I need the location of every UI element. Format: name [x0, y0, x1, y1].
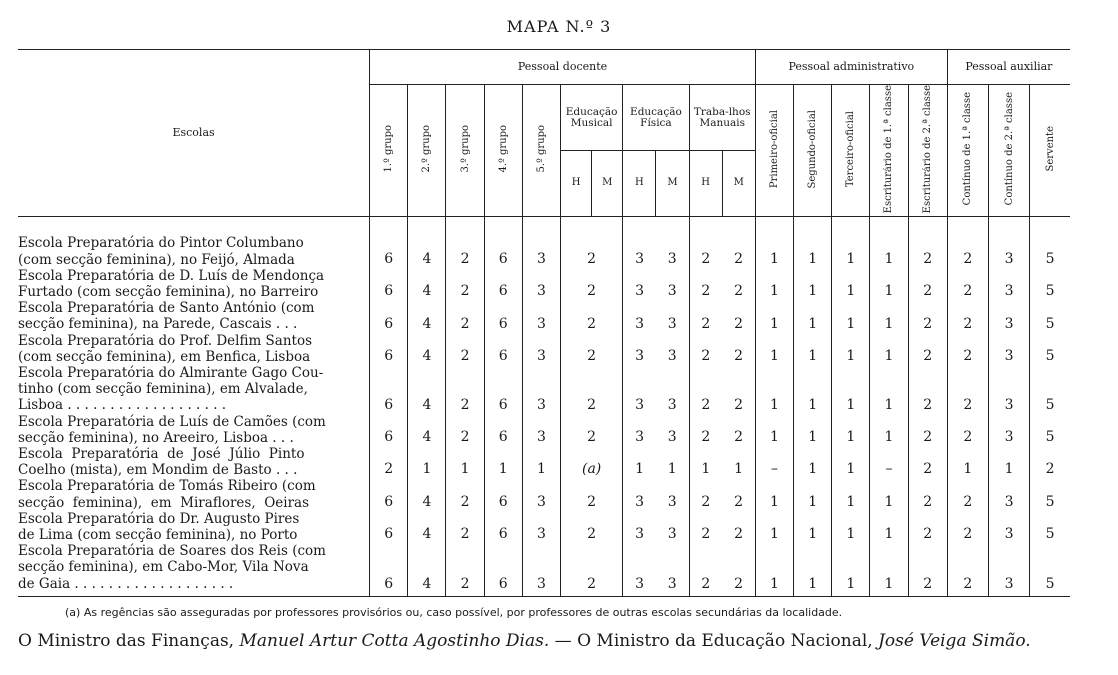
table-cell: 3: [522, 543, 560, 596]
table-cell: 6: [484, 414, 522, 446]
table-cell: 1: [755, 511, 793, 543]
school-name-line: secção feminina), em Cabo-Mor, Vila Nova: [18, 559, 309, 576]
table-cell: 3: [635, 428, 645, 445]
table-row: [18, 300, 1070, 332]
school-name: [18, 478, 370, 510]
table-cell: 3: [988, 300, 1029, 332]
table-cell: 2: [947, 543, 988, 596]
table-cell: 4: [408, 268, 446, 300]
table-cell: 4: [408, 543, 446, 596]
table-cell: 6: [484, 333, 522, 365]
table-cell: 2: [370, 446, 408, 478]
school-name-line: secção feminina), no Areeiro, Lisboa . . .: [18, 429, 294, 446]
table-cell: 2: [722, 414, 755, 446]
table-cell: 3: [988, 333, 1029, 365]
table-cell: 1: [870, 217, 908, 268]
table-cell: 1: [755, 217, 793, 268]
grupo-3-header: 3.º grupo: [446, 85, 484, 217]
table-cell: 3: [988, 478, 1029, 510]
table-cell: 1: [755, 543, 793, 596]
table-cell: (a): [561, 446, 623, 478]
table-cell: 2: [722, 511, 755, 543]
staffing-table: [18, 49, 1070, 597]
continuo-1-header: Contínuo de 1.ª classe: [947, 85, 988, 217]
table-cell: 1: [794, 268, 832, 300]
table-cell: 4: [408, 478, 446, 510]
table-row: [18, 543, 1070, 596]
table-cell: 5: [1030, 543, 1070, 596]
table-cell: 2: [947, 478, 988, 510]
signature-line: [18, 630, 1078, 652]
table-cell: 1: [635, 461, 645, 478]
table-cell: –: [755, 446, 793, 478]
school-name: [18, 268, 370, 300]
musical-m-header: M: [592, 151, 623, 217]
table-cell: 3: [623, 543, 656, 596]
table-cell: 2: [947, 414, 988, 446]
pessoal-auxiliar-header: Pessoal auxiliar: [947, 50, 1070, 85]
servente-header: Servente: [1030, 85, 1070, 217]
table-cell: 2: [722, 365, 755, 414]
table-cell: 6: [484, 543, 522, 596]
signature-name-2: José Veiga Simão.: [878, 631, 1031, 651]
continuo-2-header: Contínuo de 2.ª classe: [988, 85, 1029, 217]
table-cell: 1: [870, 365, 908, 414]
school-name: [18, 414, 370, 446]
table-cell: 1: [794, 365, 832, 414]
table-cell: 3: [656, 333, 689, 365]
table-cell: 1: [870, 478, 908, 510]
table-cell: 2: [561, 333, 623, 365]
table-cell: 3: [635, 283, 645, 300]
table-cell: 6: [370, 478, 408, 510]
table-cell: 3: [635, 396, 645, 413]
escolas-header: Escolas: [18, 50, 370, 217]
school-name-line: secção feminina), na Parede, Cascais . . .: [18, 316, 298, 333]
table-cell: 1: [870, 300, 908, 332]
table-cell: 3: [988, 365, 1029, 414]
table-cell: 1: [484, 446, 522, 478]
table-cell: 6: [370, 511, 408, 543]
school-name-line: tinho (com secção feminina), em Alvalade,: [18, 381, 308, 398]
table-cell: 4: [408, 333, 446, 365]
table-cell: 5: [1045, 347, 1055, 364]
table-cell: 2: [446, 543, 484, 596]
table-cell: 1: [755, 300, 793, 332]
table-row: [18, 511, 1070, 543]
table-cell: 2: [561, 217, 623, 268]
footnote: (a) As regências são asseguradas por professores provisórios ou, caso possível, por professores de outras escolas secundárias da localidade.: [65, 606, 843, 619]
table-row: [18, 333, 1070, 365]
table-cell: 1: [832, 217, 870, 268]
table-cell: 3: [522, 478, 560, 510]
signature-prefix-1: O Ministro das Finanças,: [18, 631, 240, 651]
table-cell: 1: [446, 446, 484, 478]
table-cell: –: [870, 446, 908, 478]
table-cell: 2: [908, 446, 947, 478]
table-cell: 1: [988, 446, 1029, 478]
table-cell: 6: [484, 478, 522, 510]
table-cell: 2: [561, 543, 623, 596]
table-cell: 2: [701, 283, 711, 300]
table-cell: 2: [947, 365, 988, 414]
table-cell: 2: [561, 268, 623, 300]
table-cell: 2: [561, 365, 623, 414]
table-row: [18, 268, 1070, 300]
table-cell: 2: [1045, 461, 1055, 478]
table-body: [18, 217, 1070, 596]
table-row: [18, 365, 1070, 414]
table-cell: 3: [656, 511, 689, 543]
table-cell: 2: [561, 478, 623, 510]
table-cell: 1: [832, 300, 870, 332]
table-cell: 1: [794, 511, 832, 543]
table-cell: 1: [832, 268, 870, 300]
manuais-m-header: M: [722, 151, 755, 217]
table-cell: 1: [794, 300, 832, 332]
table-cell: 1: [870, 511, 908, 543]
table-cell: 2: [701, 526, 711, 543]
table-cell: 2: [722, 268, 755, 300]
school-name: [18, 543, 370, 596]
escriturario-1-header: Escriturário de 1.ª classe: [870, 85, 908, 217]
table-cell: 1: [870, 268, 908, 300]
table-row: [18, 414, 1070, 446]
terceiro-oficial-header: Terceiro-oficial: [832, 85, 870, 217]
table-cell: 6: [484, 511, 522, 543]
table-cell: 1: [947, 446, 988, 478]
table-cell: 1: [832, 478, 870, 510]
table-cell: 2: [446, 217, 484, 268]
segundo-oficial-header: Segundo-oficial: [794, 85, 832, 217]
table-cell: 6: [484, 300, 522, 332]
table-cell: 6: [484, 217, 522, 268]
table-cell: 1: [794, 414, 832, 446]
grupo-5-header: 5.º grupo: [522, 85, 560, 217]
grupo-2-header: 2.º grupo: [408, 85, 446, 217]
table-cell: 6: [484, 268, 522, 300]
table-cell: 6: [370, 300, 408, 332]
table-cell: 2: [446, 511, 484, 543]
table-cell: 1: [870, 543, 908, 596]
table-cell: 3: [635, 493, 645, 510]
table-cell: 1: [832, 365, 870, 414]
signature-prefix-2: — O Ministro da Educação Nacional,: [549, 631, 879, 651]
table-cell: 2: [947, 268, 988, 300]
table-cell: 5: [1045, 250, 1055, 267]
table-cell: 4: [408, 414, 446, 446]
table-cell: 1: [832, 414, 870, 446]
educacao-fisica-header: Educação Física: [623, 85, 689, 151]
school-name-line: Escola Preparatória do Pintor Columbano: [18, 235, 304, 252]
table-cell: 2: [722, 333, 755, 365]
table-cell: 3: [656, 414, 689, 446]
table-cell: 3: [635, 250, 645, 267]
school-name-line: Lisboa . . . . . . . . . . . . . . . . . . .: [18, 397, 227, 414]
table-cell: 4: [408, 511, 446, 543]
table-cell: 1: [832, 333, 870, 365]
table-cell: 2: [561, 300, 623, 332]
table-cell: 2: [908, 414, 947, 446]
table-cell: 5: [1045, 315, 1055, 332]
table-cell: 3: [656, 478, 689, 510]
school-name-line: Escola Preparatória do Almirante Gago Cou-: [18, 364, 324, 381]
table-cell: 2: [908, 365, 947, 414]
table-cell: 2: [561, 511, 623, 543]
table-cell: 3: [656, 543, 689, 596]
table-cell: 2: [561, 414, 623, 446]
table-cell: 2: [701, 428, 711, 445]
table-cell: 6: [370, 268, 408, 300]
table-cell: 5: [1045, 428, 1055, 445]
table-cell: 2: [701, 250, 711, 267]
school-name: [18, 300, 370, 332]
table-cell: 1: [656, 446, 689, 478]
table-cell: 5: [1045, 396, 1055, 413]
table-cell: 5: [1045, 526, 1055, 543]
table-cell: 3: [656, 365, 689, 414]
table-cell: 1: [794, 478, 832, 510]
school-name: [18, 217, 370, 268]
table-cell: 5: [1045, 493, 1055, 510]
table-cell: 3: [656, 268, 689, 300]
table-cell: 1: [755, 478, 793, 510]
table-cell: 2: [722, 478, 755, 510]
table-cell: 2: [446, 268, 484, 300]
table-cell: 1: [794, 217, 832, 268]
table-cell: 1: [701, 461, 711, 478]
table-cell: 2: [722, 217, 755, 268]
table-row: [18, 446, 1070, 478]
school-name-line: Furtado (com secção feminina), no Barreiro: [18, 283, 319, 300]
grupo-4-header: 4.º grupo: [484, 85, 522, 217]
table-cell: 1: [794, 543, 832, 596]
table-cell: 1: [870, 414, 908, 446]
table-cell: 2: [908, 543, 947, 596]
table-cell: 2: [908, 478, 947, 510]
table-cell: 3: [635, 526, 645, 543]
table-cell: 1: [755, 333, 793, 365]
table-cell: 3: [988, 543, 1029, 596]
table-cell: 2: [446, 300, 484, 332]
table-row: [18, 478, 1070, 510]
school-name-line: Escola Preparatória de José Júlio Pinto: [18, 445, 305, 462]
table-cell: 3: [656, 300, 689, 332]
table-cell: 1: [870, 333, 908, 365]
table-cell: 3: [988, 414, 1029, 446]
school-name: [18, 511, 370, 543]
table-cell: 2: [908, 333, 947, 365]
school-name-line: secção feminina), em Miraflores, Oeiras: [18, 494, 309, 511]
school-name-line: Escola Preparatória de Tomás Ribeiro (com: [18, 478, 316, 495]
escriturario-2-header: Escriturário de 2.ª classe: [908, 85, 947, 217]
table-cell: 1: [755, 365, 793, 414]
table-cell: 2: [908, 511, 947, 543]
table-cell: 1: [832, 511, 870, 543]
musical-h-header: H: [561, 151, 592, 217]
school-name-line: (com secção feminina), no Feijó, Almada: [18, 251, 295, 268]
table-cell: 3: [656, 217, 689, 268]
pessoal-docente-header: Pessoal docente: [370, 50, 756, 85]
school-name-line: de Lima (com secção feminina), no Porto: [18, 526, 298, 543]
signature-name-1: Manuel Artur Cotta Agostinho Dias.: [239, 631, 550, 651]
fisica-h-header: H: [623, 151, 656, 217]
table-cell: 1: [755, 414, 793, 446]
table-cell: 2: [446, 365, 484, 414]
table-cell: 1: [832, 543, 870, 596]
table-cell: 3: [522, 217, 560, 268]
page-title: MAPA N.º 3: [506, 17, 612, 36]
table-cell: 2: [722, 543, 755, 596]
table-cell: 6: [370, 543, 408, 596]
table-cell: 5: [1045, 283, 1055, 300]
school-name-line: Escola Preparatória do Dr. Augusto Pires: [18, 510, 300, 527]
table-cell: 3: [635, 347, 645, 364]
educacao-musical-header: Educação Musical: [561, 85, 623, 151]
table-cell: 1: [408, 446, 446, 478]
table-cell: 3: [522, 414, 560, 446]
table-cell: 3: [522, 333, 560, 365]
table-cell: 2: [947, 511, 988, 543]
table-cell: 2: [908, 268, 947, 300]
table-cell: 2: [446, 414, 484, 446]
school-name: [18, 365, 370, 414]
table-cell: 1: [522, 446, 560, 478]
table-cell: 3: [522, 511, 560, 543]
table-cell: 6: [370, 217, 408, 268]
table-cell: 3: [635, 315, 645, 332]
grupo-1-header: 1.º grupo: [370, 85, 408, 217]
table-cell: 1: [794, 446, 832, 478]
table-cell: 2: [908, 217, 947, 268]
table-cell: 2: [701, 396, 711, 413]
table-cell: 6: [370, 414, 408, 446]
school-name-line: de Gaia . . . . . . . . . . . . . . . . . . .: [18, 575, 234, 592]
table-cell: 2: [446, 478, 484, 510]
school-name: [18, 446, 370, 478]
table-cell: 3: [988, 217, 1029, 268]
table-cell: 3: [522, 365, 560, 414]
table-cell: 1: [755, 268, 793, 300]
school-name-line: (com secção feminina), em Benfica, Lisboa: [18, 348, 311, 365]
table-cell: 2: [908, 300, 947, 332]
table-cell: 4: [408, 365, 446, 414]
table-cell: 6: [484, 365, 522, 414]
table-cell: 2: [689, 543, 722, 596]
school-name-line: Escola Preparatória de D. Luís de Mendonça: [18, 267, 325, 284]
table-cell: 2: [722, 300, 755, 332]
school-name-line: Escola Preparatória do Prof. Delfim Santos: [18, 332, 313, 349]
table-cell: 3: [522, 268, 560, 300]
table-cell: 1: [832, 446, 870, 478]
table-cell: 2: [947, 300, 988, 332]
table-cell: 6: [370, 365, 408, 414]
table-cell: 2: [701, 493, 711, 510]
table-cell: 2: [947, 217, 988, 268]
trabalhos-manuais-header: Traba-lhos Manuais: [689, 85, 755, 151]
school-name-line: Escola Preparatória de Soares dos Reis (com: [18, 543, 326, 560]
school-name-line: Escola Preparatória de Luís de Camões (com: [18, 413, 326, 430]
primeiro-oficial-header: Primeiro-oficial: [755, 85, 793, 217]
school-name-line: Coelho (mista), em Mondim de Basto . . .: [18, 462, 298, 479]
table-cell: 1: [722, 446, 755, 478]
school-name-line: Escola Preparatória de Santo António (com: [18, 300, 315, 317]
table-cell: 2: [947, 333, 988, 365]
table-cell: 3: [988, 268, 1029, 300]
pessoal-administrativo-header: Pessoal administrativo: [755, 50, 947, 85]
manuais-h-header: H: [689, 151, 722, 217]
table-row: [18, 217, 1070, 268]
table-cell: 2: [701, 315, 711, 332]
table-cell: 3: [988, 511, 1029, 543]
school-name: [18, 333, 370, 365]
table-cell: 2: [446, 333, 484, 365]
fisica-m-header: M: [656, 151, 689, 217]
table-cell: 3: [522, 300, 560, 332]
table-cell: 4: [408, 217, 446, 268]
table-cell: 4: [408, 300, 446, 332]
table-cell: 1: [794, 333, 832, 365]
table-cell: 6: [370, 333, 408, 365]
table-cell: 2: [701, 347, 711, 364]
